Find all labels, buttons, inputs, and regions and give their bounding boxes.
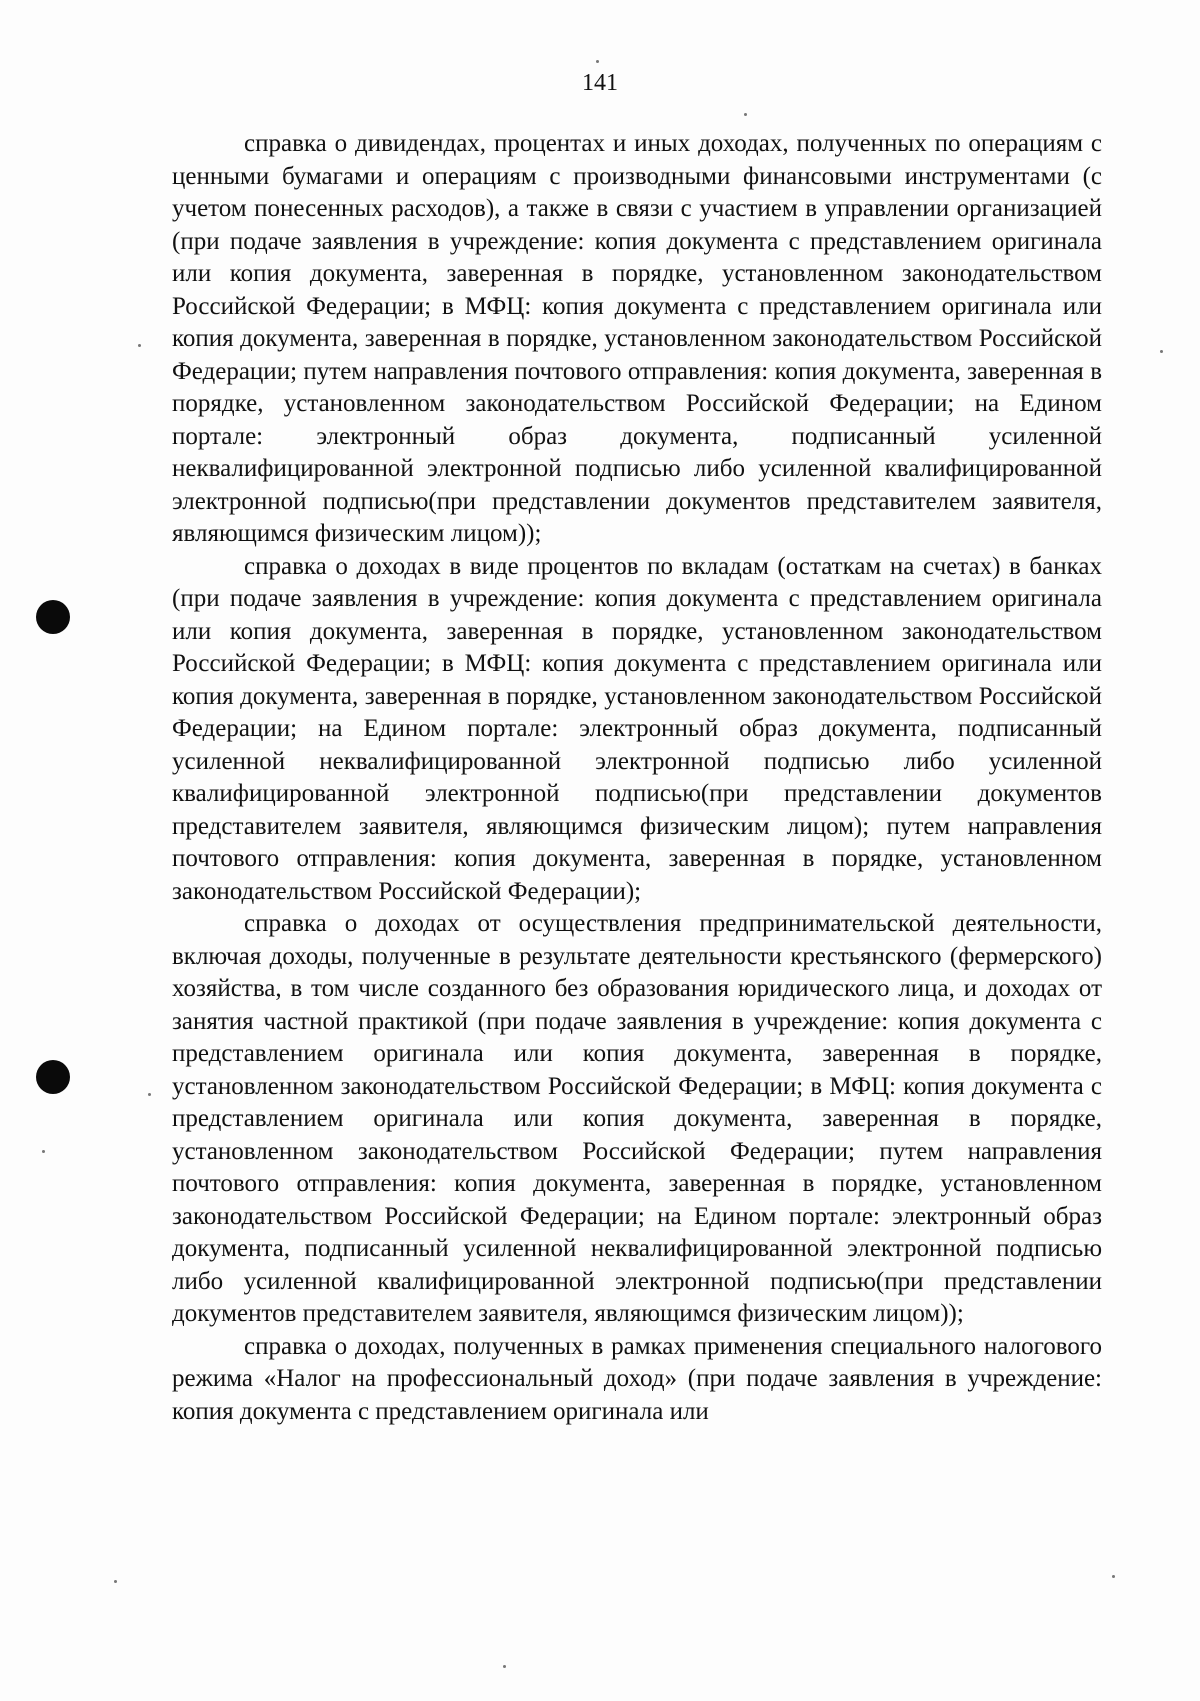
scan-speck (138, 344, 141, 347)
scan-speck (596, 60, 599, 63)
scan-speck (1160, 350, 1163, 353)
scan-speck (148, 1093, 151, 1096)
scan-speck (744, 113, 747, 116)
page-number: 141 (582, 70, 618, 96)
body-text (172, 128, 1102, 1428)
scan-speck (1112, 1575, 1115, 1578)
scan-speck (114, 1580, 117, 1583)
scan-speck (42, 1150, 45, 1153)
paragraph: справка о доходах, полученных в рамках применения специального налогового режима «Налог на профессиональный доход» (при подаче заявления в учреждение: копия документа с представлением оригинала или (172, 1332, 1102, 1425)
paragraph: справка о доходах от осуществления предпринимательской деятельности, включая доходы, полученные в результате деятельности крестьянского (фермерского) хозяйства, в том числе созданного без образования юридического лица, и доходах от занятия частной практикой (при подаче заявления в учреждение: копия документа с представлением оригинала или копия документа, заверенная в порядке, установленном законодательством Российской Федерации; в МФЦ: копия документа с представлением оригинала или копия документа, заверенная в порядке, установленном законодательством Российской Федерации; путем направления почтового отправления: копия документа, заверенная в порядке, установленном законодательством Российской Федерации; на Едином портале: электронный образ документа, подписанный усиленной неквалифицированной электронной подписью либо усиленной квалифицированной электронной подписью(при представлении документов представителем заявителя, являющимся физическим лицом)); (172, 910, 1102, 1327)
paragraph: справка о дивидендах, процентах и иных доходах, полученных по операциям с ценными бумагами и операциям с производными финансовыми инструментами (с учетом понесенных расходов), а также в связи с участием в управлении организацией (при подаче заявления в учреждение: копия документа с представлением оригинала или копия документа, заверенная в порядке, установленном законодательством Российской Федерации; в МФЦ: копия документа с представлением оригинала или копия документа, заверенная в порядке, установленном законодательством Российской Федерации; путем направления почтового отправления: копия документа, заверенная в порядке, установленном законодательством Российской Федерации; на Едином портале: электронный образ документа, подписанный усиленной неквалифицированной электронной подписью либо усиленной квалифицированной электронной подписью(при представлении документов представителем заявителя, являющимся физическим лицом)); (172, 130, 1102, 547)
punch-hole (36, 600, 70, 634)
punch-hole (36, 1060, 70, 1094)
paragraph: справка о доходах в виде процентов по вкладам (остаткам на счетах) в банках (при подаче заявления в учреждение: копия документа с представлением оригинала или копия документа, заверенная в порядке, установленном законодательством Российской Федерации; в МФЦ: копия документа с представлением оригинала или копия документа, заверенная в порядке, установленном законодательством Российской Федерации; на Едином портале: электронный образ документа, подписанный усиленной неквалифицированной электронной подписью либо усиленной квалифицированной электронной подписью(при представлении документов представителем заявителя, являющимся физическим лицом); путем направления почтового отправления: копия документа, заверенная в порядке, установленном законодательством Российской Федерации); (172, 552, 1102, 905)
scan-speck (503, 1665, 506, 1668)
